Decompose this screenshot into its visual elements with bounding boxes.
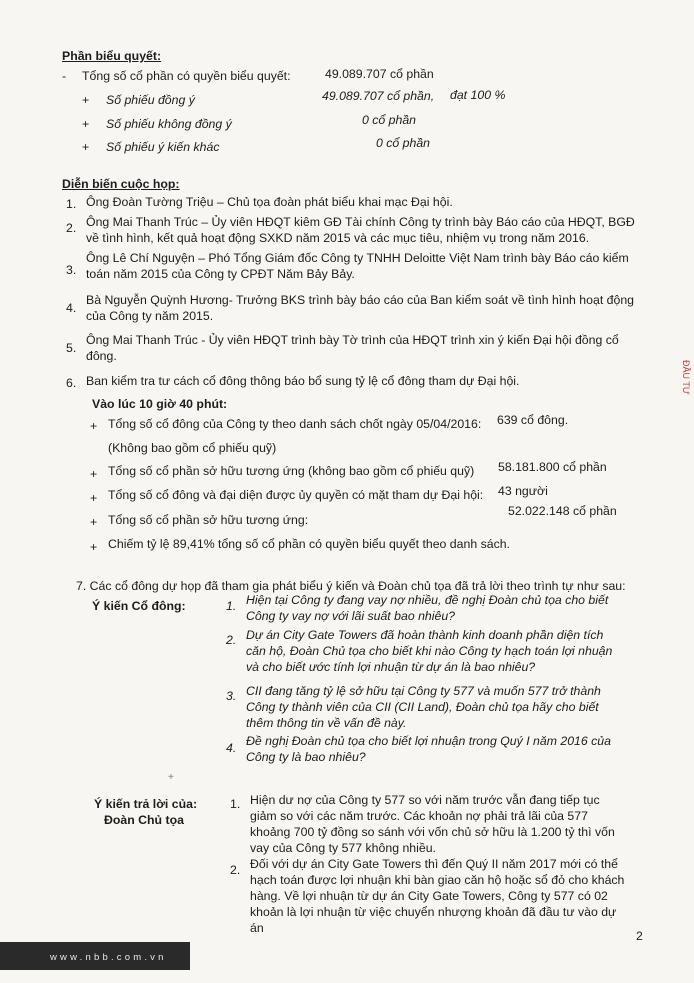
attendance-value: 52.022.148 cổ phần [508,504,617,518]
qa-intro: 7. Các cổ đông dự họp đã tham gia phát biểu ý kiến và Đoàn chủ tọa đã trả lời theo trình tự như sau: [76,579,626,593]
proceeding-item: Ông Lê Chí Nguyện – Phó Tổng Giám đốc Công ty TNHH Deloitte Việt Nam trình bày Báo cáo kiểm toán năm 2015 của Công ty CPĐT Năm Bảy Bảy. [86,251,629,281]
vote-no-value: 0 cổ phần [362,113,417,127]
list-number: 6. [66,376,77,390]
attendance-label: Tổng số cổ đông của Công ty theo danh sách chốt ngày 05/04/2016: [108,417,482,431]
question-item: Hiện tại Công ty đang vay nợ nhiều, đề nghị Đoàn chủ tọa cho biết Công ty vay nợ với lãi suất bao nhiêu? [246,593,609,623]
question-label: Ý kiến Cổ đông: [92,599,186,613]
list-number: 3. [226,689,237,703]
attendance-label: Tổng số cổ phần sở hữu tương ứng: [108,513,309,527]
list-number: 2. [66,221,77,235]
plus-bullet: + [82,93,90,107]
answer-label: Ý kiến trả lời của: [94,797,198,811]
dash-bullet: - [62,69,67,83]
attendance-value: 43 người [498,484,548,498]
plus-bullet: + [90,419,98,433]
list-number: 2. [230,863,241,877]
list-number: 2. [226,633,237,647]
attendance-value: 639 cổ đông. [497,413,569,427]
list-number: 1. [226,599,237,613]
plus-bullet: + [90,467,98,481]
vote-yes-percent: đạt 100 % [450,88,506,102]
vote-yes-value: 49.089.707 cổ phần, [322,89,435,103]
vote-no-label: Số phiếu không đồng ý [106,117,232,131]
list-number: 1. [66,197,77,211]
page-number: 2 [636,929,643,943]
voting-total-label: Tổng số cổ phần có quyền biểu quyết: [82,69,291,83]
answer-label: Đoàn Chủ tọa [104,813,184,827]
plus-bullet: + [90,515,98,529]
vote-yes-label: Số phiếu đồng ý [106,93,195,107]
proceeding-item: Ông Đoàn Tường Triệu – Chủ tọa đoàn phát biểu khai mạc Đại hội. [86,195,453,209]
attendance-label: Tổng số cổ đông và đại diện được ủy quyền có mặt tham dự Đại hội: [108,488,484,502]
question-item: CII đang tăng tỷ lệ sở hữu tại Công ty 577 và muốn 577 trở thành Công ty thành viên của CII (CII Land), Đoàn chủ tọa hãy cho biết thêm thông tin về vấn đề này. [246,684,601,730]
plus-bullet: + [90,491,98,505]
margin-stamp: ĐẦU TƯ [681,360,691,395]
attendance-label: (Không bao gồm cổ phiếu quỹ) [108,441,277,455]
proceeding-item: Bà Nguyễn Quỳnh Hương- Trưởng BKS trình bày báo cáo của Ban kiểm soát về tình hình hoạt động của Công ty năm 2015. [86,293,635,323]
answer-item: Đối với dự án City Gate Towers thì đến Quý II năm 2017 mới có thể hạch toán được lợi nhuận khi bàn giao căn hộ hoặc sổ đỏ cho khách hàng. Về lợi nhuận từ dự án City Gate Towers, Công ty 577 có 02 khoản là lợi nhuận từ việc chuyển nhượng khoản đã đầu tư vào dự án [250,857,625,935]
attendance-label: Chiếm tỷ lệ 89,41% tổng số cổ phần có quyền biểu quyết theo danh sách. [108,537,510,551]
list-number: 4. [226,741,237,755]
list-number: 1. [230,797,241,811]
attendance-time: Vào lúc 10 giờ 40 phút: [92,397,228,411]
footer-url: www.nbb.com.vn [50,952,167,963]
proceedings-heading: Diễn biến cuộc họp: [62,177,180,191]
vote-other-value: 0 cổ phần [376,136,431,150]
plus-bullet: + [82,117,90,131]
list-number: 4. [66,301,77,315]
attendance-label: Tổng số cổ phần sở hữu tương ứng (không bao gồm cổ phiếu quỹ) [108,464,475,478]
proceeding-item: Ban kiểm tra tư cách cổ đông thông báo bổ sung tỷ lệ cổ đông tham dự Đại hội. [86,374,520,388]
vote-other-label: Số phiếu ý kiến khác [106,140,220,154]
voting-heading: Phần biểu quyết: [62,49,162,63]
attendance-value: 58.181.800 cổ phần [498,460,607,474]
proceeding-item: Ông Mai Thanh Trúc – Ủy viên HĐQT kiêm GĐ Tài chính Công ty trình bày Báo cáo của HĐQT, BGĐ về tình hình, kết quả hoạt động SXKD năm 2015 và các mục tiêu, nhiệm vụ trong năm 2016. [86,215,635,245]
voting-total-value: 49.089.707 cổ phần [325,67,434,81]
question-item: Đề nghị Đoàn chủ tọa cho biết lợi nhuận trong Quý I năm 2016 của Công ty là bao nhiêu? [246,734,611,764]
plus-bullet: + [90,540,98,554]
answer-item: Hiện dư nợ của Công ty 577 so với năm trước vẫn đang tiếp tục giảm so với các năm trước. Các khoản nợ phải trả lãi của 577 khoảng 700 tỷ đồng so sánh với vốn chủ sở hữu là 1.200 tỷ thì vốn vay của Công ty 577 không nhiều. [250,793,615,855]
list-number: 3. [66,263,77,277]
question-item: Dự án City Gate Towers đã hoàn thành kinh doanh phần diện tích căn hộ, Đoàn Chủ tọa cho biết khi nào Công ty hạch toán lợi nhuận và cho biết ước tính lợi nhuận từ dự án là bao nhiêu? [246,628,613,674]
proceeding-item: Ông Mai Thanh Trúc - Ủy viên HĐQT trình bày Tờ trình của HĐQT trình xin ý kiến Đại hội đồng cổ đông. [86,333,619,363]
plus-bullet: + [82,140,90,154]
plus-mark: + [168,772,174,783]
list-number: 5. [66,341,77,355]
